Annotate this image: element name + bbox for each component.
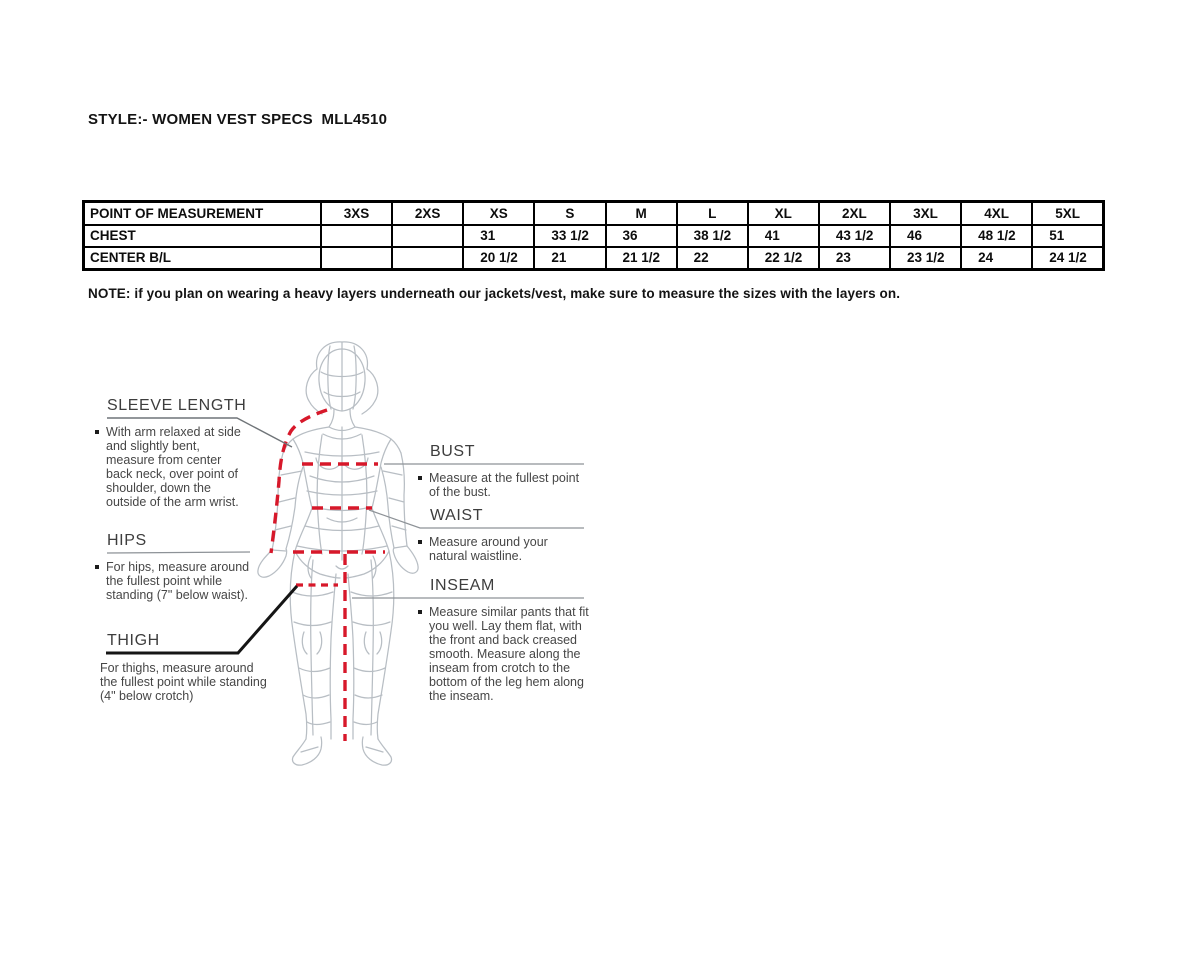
measurement-dash-lines bbox=[271, 410, 385, 741]
measurement-cell: 51 bbox=[1032, 225, 1103, 247]
column-header-size: 2XL bbox=[819, 202, 890, 226]
column-header-point-of-measurement: POINT OF MEASUREMENT bbox=[84, 202, 322, 226]
bullet-square-icon bbox=[95, 430, 99, 434]
bullet-square-icon bbox=[418, 476, 422, 480]
page-title: STYLE:- WOMEN VEST SPECS MLL4510 bbox=[88, 111, 388, 128]
column-header-size: XL bbox=[748, 202, 819, 226]
measurement-cell: 24 bbox=[961, 247, 1032, 270]
measurement-cell: 22 bbox=[677, 247, 748, 270]
callout-body: With arm relaxed at side and slightly bent, measure from center back neck, over point of shoulder, down the outside of the arm wrist. bbox=[106, 425, 241, 509]
size-chart-table bbox=[82, 200, 1105, 271]
measurement-cell: 21 bbox=[534, 247, 605, 270]
table-row bbox=[84, 225, 1104, 247]
callout-bust bbox=[418, 443, 586, 499]
callout-sleeve-length bbox=[95, 397, 247, 509]
measurement-cell bbox=[321, 225, 392, 247]
callout-body: For thighs, measure around the fullest point while standing (4" below crotch) bbox=[100, 661, 267, 703]
callout-heading: THIGH bbox=[107, 632, 160, 649]
callout-heading: HIPS bbox=[107, 532, 147, 549]
measurement-cell: 21 1/2 bbox=[606, 247, 677, 270]
row-label: CHEST bbox=[84, 225, 322, 247]
measurement-cell: 33 1/2 bbox=[534, 225, 605, 247]
column-header-size: 3XL bbox=[890, 202, 961, 226]
measurement-cell: 36 bbox=[606, 225, 677, 247]
sleeve-length-dash-line bbox=[271, 410, 327, 553]
column-header-size: 4XL bbox=[961, 202, 1032, 226]
column-header-size: 3XS bbox=[321, 202, 392, 226]
measurement-cell: 23 bbox=[819, 247, 890, 270]
column-header-size: XS bbox=[463, 202, 534, 226]
callout-thigh bbox=[95, 632, 273, 703]
table-row bbox=[84, 247, 1104, 270]
measurement-cell: 23 1/2 bbox=[890, 247, 961, 270]
callout-inseam bbox=[418, 577, 590, 703]
bullet-square-icon bbox=[418, 540, 422, 544]
column-header-size: 5XL bbox=[1032, 202, 1103, 226]
column-header-size: M bbox=[606, 202, 677, 226]
measurement-cell: 38 1/2 bbox=[677, 225, 748, 247]
column-header-size: 2XS bbox=[392, 202, 463, 226]
note-text: NOTE: if you plan on wearing a heavy layers underneath our jackets/vest, make sure to measure the sizes with the layers on. bbox=[88, 286, 901, 301]
measurement-cell: 22 1/2 bbox=[748, 247, 819, 270]
callout-heading: WAIST bbox=[430, 507, 484, 524]
measurement-cell: 43 1/2 bbox=[819, 225, 890, 247]
measurement-cell: 41 bbox=[748, 225, 819, 247]
row-label: CENTER B/L bbox=[84, 247, 322, 270]
measurement-cell bbox=[321, 247, 392, 270]
callout-body: Measure similar pants that fit you well. Lay them flat, with the front and back creased smooth. Measure along the inseam from crotch to the bottom of the leg hem along the inseam. bbox=[429, 605, 589, 703]
header-row bbox=[84, 202, 1104, 226]
measurement-cell bbox=[392, 247, 463, 270]
measurement-cell: 31 bbox=[463, 225, 534, 247]
measurement-cell: 20 1/2 bbox=[463, 247, 534, 270]
measurement-cell: 46 bbox=[890, 225, 961, 247]
wireframe-figure bbox=[258, 342, 418, 765]
callout-heading: SLEEVE LENGTH bbox=[107, 397, 247, 414]
callout-body: Measure around your natural waistline. bbox=[429, 535, 548, 563]
bullet-square-icon bbox=[418, 610, 422, 614]
measurement-cell bbox=[392, 225, 463, 247]
column-header-size: S bbox=[534, 202, 605, 226]
measurement-cell: 48 1/2 bbox=[961, 225, 1032, 247]
callout-heading: BUST bbox=[430, 443, 476, 460]
measurement-cell: 24 1/2 bbox=[1032, 247, 1103, 270]
bullet-square-icon bbox=[95, 565, 99, 569]
callout-waist bbox=[418, 507, 586, 563]
callout-body: Measure at the fullest point of the bust. bbox=[429, 471, 580, 499]
callout-hips bbox=[95, 532, 253, 602]
callout-body: For hips, measure around the fullest point while standing (7" below waist). bbox=[106, 560, 250, 602]
callout-heading: INSEAM bbox=[430, 577, 495, 594]
column-header-size: L bbox=[677, 202, 748, 226]
